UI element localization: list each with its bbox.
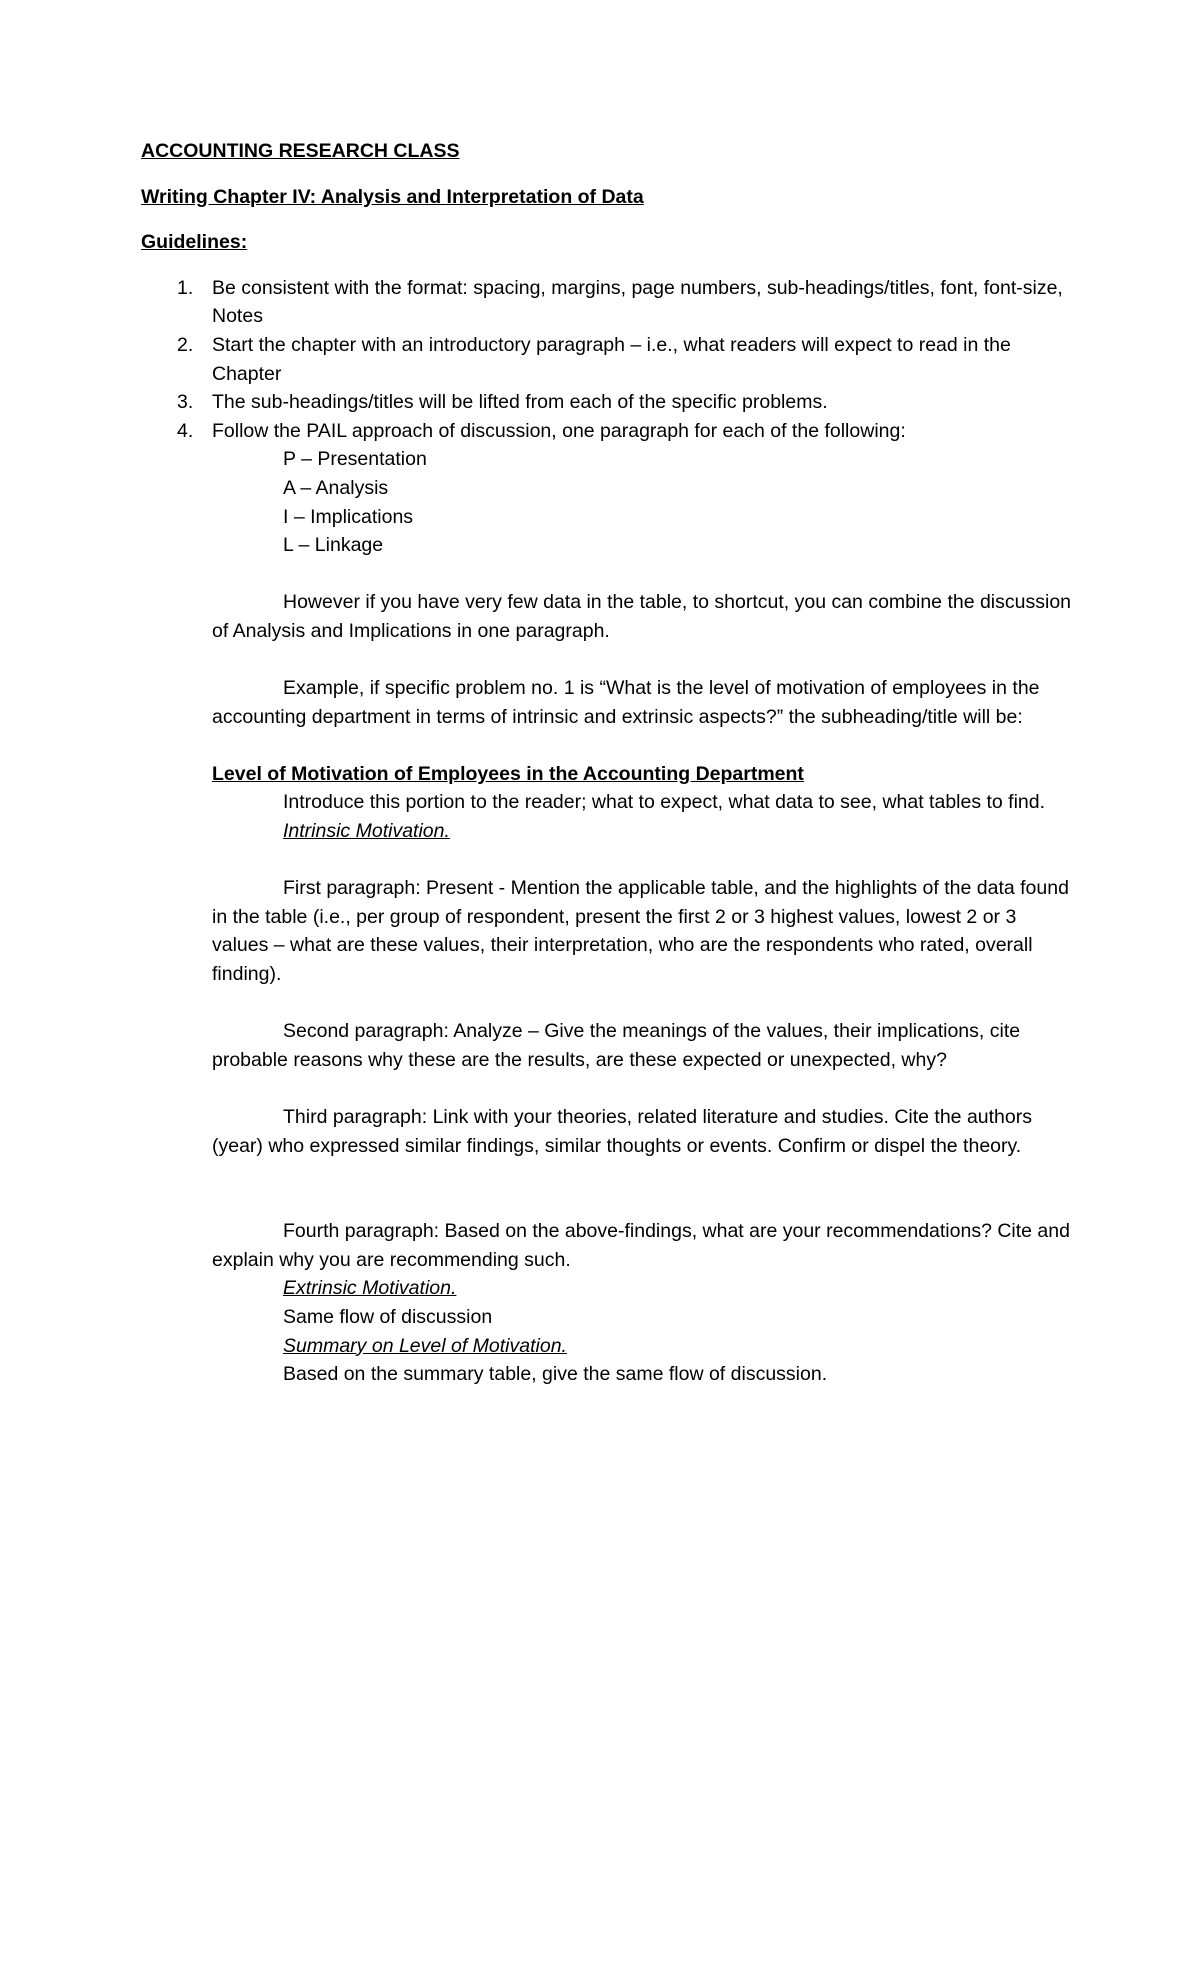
summary-heading: Summary on Level of Motivation. [283,1334,567,1357]
guideline-item [141,417,1071,446]
fourth-paragraph: Fourth paragraph: Based on the above-findings, what are your recommendations? Cite and explain why you are recommending such. [212,1220,1070,1271]
guideline-number: 3. [177,391,194,414]
guideline-item [141,331,1071,388]
pail-item-linkage: L – Linkage [283,534,384,557]
section-intro: Introduce this portion to the reader; what to expect, what data to see, what tables to find. [283,791,1046,814]
pail-list [141,445,1071,559]
guideline-text: Follow the PAIL approach of discussion, one paragraph for each of the following: [212,419,906,442]
guidelines-heading: Guidelines: [141,231,248,254]
guideline-text: Be consistent with the format: spacing, margins, page numbers, sub-headings/titles, font, font-size, Notes [212,276,1063,328]
document-body [141,137,1071,1389]
section-heading: Level of Motivation of Employees in the Accounting Department [212,762,804,785]
guideline-number: 2. [177,333,194,356]
pail-item-implications: I – Implications [283,505,414,528]
guideline-item [141,388,1071,417]
guideline-text: The sub-headings/titles will be lifted from each of the specific problems. [212,391,828,414]
guideline-number: 1. [177,276,194,299]
guidelines-list [141,274,1071,446]
shortcut-paragraph: However if you have very few data in the table, to shortcut, you can combine the discussion of Analysis and Implications in one paragraph. [212,591,1072,642]
guideline-number: 4. [177,419,194,442]
second-paragraph: Second paragraph: Analyze – Give the meanings of the values, their implications, cite probable reasons why these are the results, are these expected or unexpected, why? [212,1020,1021,1071]
pail-item-presentation: P – Presentation [283,448,427,471]
document-title: ACCOUNTING RESEARCH CLASS [141,140,460,162]
pail-item-analysis: A – Analysis [283,476,389,499]
summary-text: Based on the summary table, give the same flow of discussion. [283,1363,828,1386]
intrinsic-heading: Intrinsic Motivation. [283,820,450,843]
first-paragraph: First paragraph: Present - Mention the applicable table, and the highlights of the data found in the table (i.e., per group of respondent, present the first 2 or 3 highest values, lowest 2 or 3 values – what are these values, their interpretation, who are the respondents who rated, overall finding). [212,877,1069,986]
guideline-item [141,274,1071,331]
document-subtitle: Writing Chapter IV: Analysis and Interpretation of Data [141,185,644,208]
guideline-text: Start the chapter with an introductory paragraph – i.e., what readers will expect to read in the Chapter [212,333,1011,385]
extrinsic-text: Same flow of discussion [283,1305,493,1328]
example-paragraph: Example, if specific problem no. 1 is “What is the level of motivation of employees in the accounting department in terms of intrinsic and extrinsic aspects?” the subheading/title will be: [212,677,1040,728]
extrinsic-heading: Extrinsic Motivation. [283,1277,457,1300]
discussion-block [212,588,1071,1388]
third-paragraph: Third paragraph: Link with your theories, related literature and studies. Cite the authors (year) who expressed similar findings, similar thoughts or events. Confirm or dispel the theory. [212,1106,1032,1157]
